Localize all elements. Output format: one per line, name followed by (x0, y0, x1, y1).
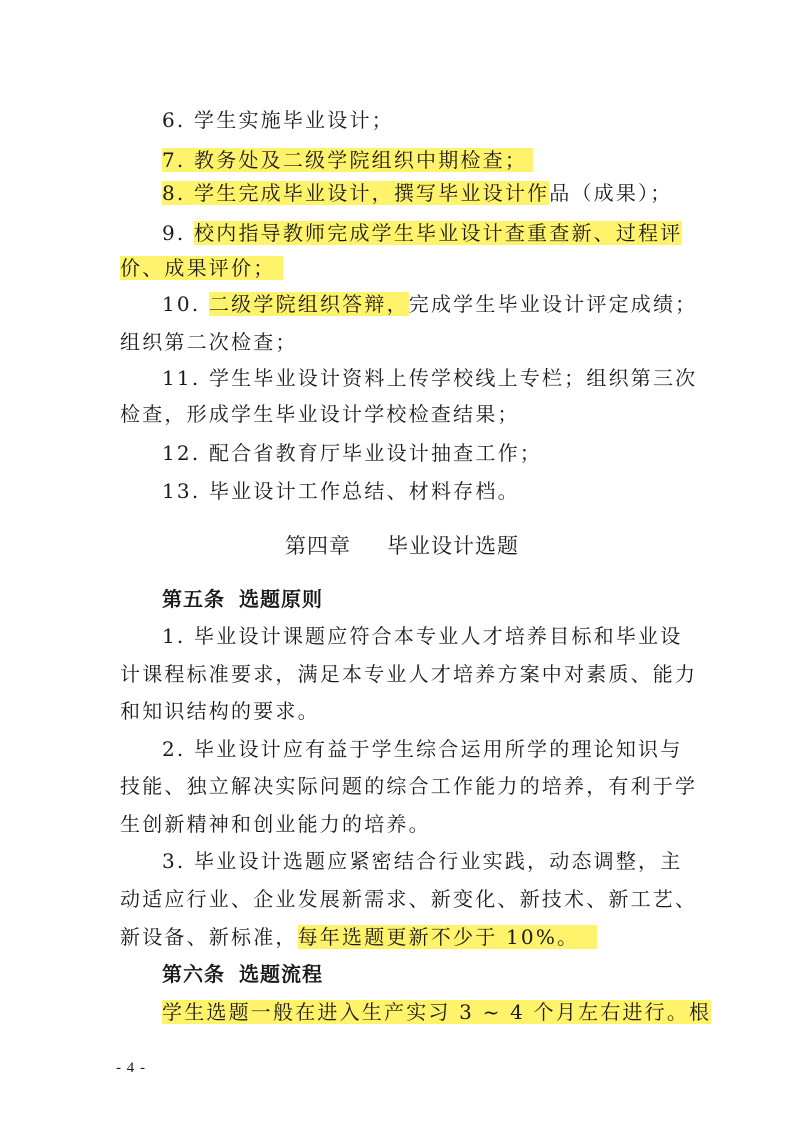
article-6-heading (162, 960, 323, 988)
list-item-12: 12. 配合省教育厅毕业设计抽查工作； (162, 441, 542, 465)
chapter-heading (285, 532, 519, 560)
list-item-11-cont: 检查，形成学生毕业设计学校检查结果； (120, 402, 520, 426)
paragraph-line: 1. 毕业设计课题应符合本专业人才培养目标和毕业设 (162, 624, 683, 648)
list-item-13: 13. 毕业设计工作总结、材料存档。 (162, 479, 520, 503)
list-item-10-number: 10. (162, 292, 209, 316)
list-item-9 (162, 219, 682, 247)
paragraph-line (162, 998, 711, 1026)
article-6-title: 选题流程 (239, 962, 323, 986)
chapter-title: 毕业设计选题 (387, 534, 519, 558)
list-item-8 (162, 179, 672, 207)
list-item-8-rest: 品（成果）； (549, 181, 673, 205)
list-item-6: 6. 学生实施毕业设计； (162, 108, 394, 132)
highlight: 价、成果评价； (120, 256, 283, 280)
list-item-11: 11. 学生毕业设计资料上传学校线上专栏；组织第三次 (162, 366, 698, 390)
highlight: 每年选题更新不少于 10%。 (298, 925, 598, 949)
list-item-10-cont: 组织第二次检查； (120, 330, 298, 354)
list-item-9-cont (120, 254, 283, 282)
article-5-title: 选题原则 (239, 587, 323, 611)
highlight: 学生选题一般在进入生产实习 3 ~ 4 个月左右进行。根 (162, 1000, 712, 1024)
highlight: 8. 学生完成毕业设计，撰写毕业设计作 (162, 181, 550, 205)
paragraph-line: 动适应行业、企业发展新需求、新变化、新技术、新工艺、 (120, 887, 698, 911)
list-item-9-number: 9. (162, 221, 195, 245)
paragraph-line: 2. 毕业设计应有益于学生综合运用所学的理论知识与 (162, 737, 683, 761)
paragraph-text: 新设备、新标准， (120, 925, 298, 949)
highlight: 二级学院组织答辩， (208, 292, 409, 316)
paragraph-line: 3. 毕业设计选题应紧密结合行业实践，动态调整，主 (162, 849, 683, 873)
highlight: 校内指导教师完成学生毕业设计查重查新、过程评 (194, 221, 683, 245)
paragraph-line (120, 923, 597, 951)
paragraph-line: 生创新精神和创业能力的培养。 (120, 812, 431, 836)
paragraph-line: 技能、独立解决实际问题的综合工作能力的培养，有利于学 (120, 774, 698, 798)
paragraph-line: 和知识结构的要求。 (120, 699, 320, 723)
list-item-10 (162, 290, 697, 318)
list-item-10-rest: 完成学生毕业设计评定成绩； (408, 292, 698, 316)
article-6-number: 第六条 (162, 962, 225, 986)
chapter-number: 第四章 (285, 534, 351, 558)
highlight: 7. 教务处及二级学院组织中期检查； (162, 148, 533, 172)
paragraph-line: 计课程标准要求，满足本专业人才培养方案中对素质、能力 (120, 662, 698, 686)
article-5-heading (162, 585, 323, 613)
article-5-number: 第五条 (162, 587, 225, 611)
page-number: - 4 - (116, 1060, 146, 1076)
list-item-7 (162, 146, 533, 174)
